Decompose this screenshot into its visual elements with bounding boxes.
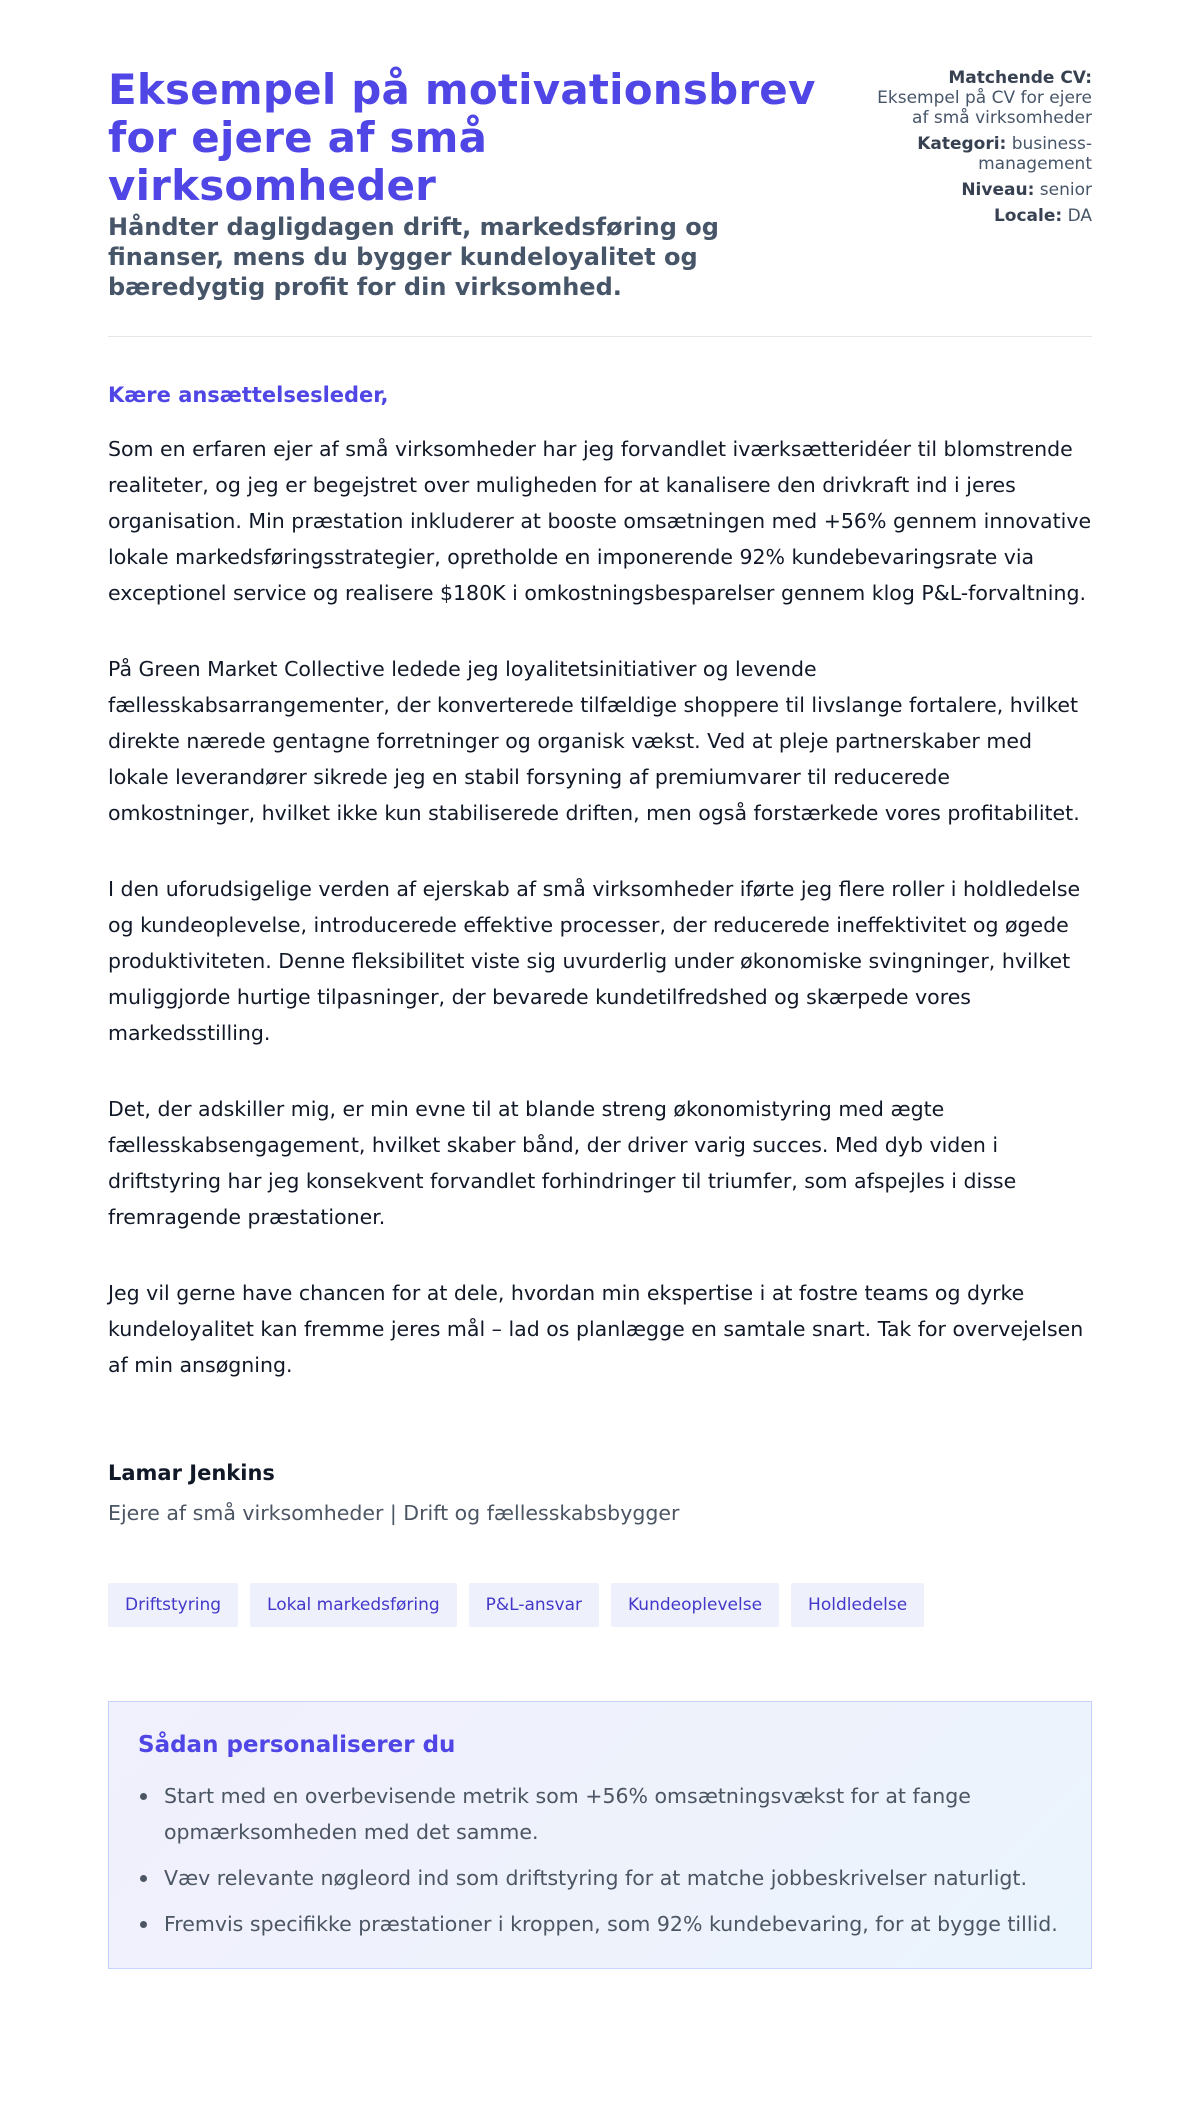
page-subtitle: Håndter dagligdagen drift, markedsføring og finanser, mens du bygger kundeloyalitet og bæredygtig profit for din virksomhed. (108, 213, 719, 301)
tag-driftstyring: Driftstyring (108, 1583, 238, 1627)
tag-holdledelse: Holdledelse (791, 1583, 924, 1627)
meta-level (862, 180, 1092, 200)
bullet-icon (140, 1921, 147, 1928)
signature-name: Lamar Jenkins (108, 1461, 275, 1485)
meta-matching-cv-label: Matchende CV: (948, 68, 1092, 88)
meta-category-label: Kategori: (917, 134, 1007, 154)
meta-matching-cv (862, 68, 1092, 128)
tips-item (138, 1906, 1062, 1942)
meta-matching-cv-value: Eksempel på CV for ejere af små virksomheder (877, 88, 1092, 128)
meta-category-value: business-management (978, 134, 1092, 174)
meta-category (862, 134, 1092, 174)
personalization-tips (108, 1701, 1092, 1969)
skill-tags (108, 1583, 1092, 1627)
letter-paragraph-1: Som en erfaren ejer af små virksomheder har jeg forvandlet iværksætteridéer til blomstrende realiteter, og jeg er begejstret over muligheden for at kanalisere den drivkraft ind i jeres organisation. Min præstation inkluderer at booste omsætningen med +56% gennem innovative lokale markedsføringsstrategier, opretholde en imponerende 92% kundebevaringsrate via exceptionel service og realisere $180K i omkostningsbesparelser gennem klog P&L-forvaltning. (108, 437, 1092, 605)
meta-panel (862, 66, 1092, 232)
letter-paragraph-4: Det, der adskiller mig, er min evne til at blande streng økonomistyring med ægte fællesskabsengagement, hvilket skaber bånd, der driver varig succes. Med dyb viden i driftstyring har jeg konsekvent forvandlet forhindringer til triumfer, som afspejles i disse fremragende præstationer. (108, 1097, 1017, 1229)
meta-locale (862, 206, 1092, 226)
tips-title: Sådan personaliserer du (138, 1732, 456, 1758)
meta-level-label: Niveau: (961, 180, 1035, 200)
tips-item (138, 1860, 1062, 1896)
bullet-icon (140, 1793, 147, 1800)
document-header (108, 66, 1092, 337)
header-titles (108, 66, 818, 302)
letter-body (108, 337, 1092, 1383)
salutation: Kære ansættelsesleder, (108, 383, 389, 407)
tips-item-text: Start med en overbevisende metrik som +56% omsætningsvækst for at fange opmærksomheden med det samme. (164, 1784, 971, 1844)
tips-item-text: Fremvis specifikke præstationer i kroppen, som 92% kundebevaring, for at bygge tillid. (164, 1912, 1058, 1936)
tag-pl-ansvar: P&L-ansvar (469, 1583, 599, 1627)
tips-item-text: Væv relevante nøgleord ind som driftstyring for at matche jobbeskrivelser naturligt. (164, 1866, 1027, 1890)
bullet-icon (140, 1875, 147, 1882)
meta-locale-value: DA (1067, 206, 1092, 226)
meta-level-value: senior (1039, 180, 1092, 200)
tag-kundeoplevelse: Kundeoplevelse (611, 1583, 779, 1627)
tag-lokal-markedsforing: Lokal markedsføring (250, 1583, 457, 1627)
page-title: Eksempel på motivationsbrev for ejere af små virksomheder (108, 65, 816, 210)
signature-block (108, 1459, 1092, 1527)
meta-locale-label: Locale: (993, 206, 1063, 226)
tips-list (138, 1778, 1062, 1942)
tips-item (138, 1778, 1062, 1850)
letter-paragraph-5: Jeg vil gerne have chancen for at dele, hvordan min ekspertise i at fostre teams og dyrke kundeloyalitet kan fremme jeres mål – lad os planlægge en samtale snart. Tak for overvejelsen af min ansøgning. (108, 1281, 1084, 1377)
letter-paragraph-2: På Green Market Collective ledede jeg loyalitetsinitiativer og levende fællesskabsarrangementer, der konverterede tilfældige shoppere til livslange fortalere, hvilket direkte nærede gentagne forretninger og organisk vækst. Ved at pleje partnerskaber med lokale leverandører sikrede jeg en stabil forsyning af premiumvarer til reducerede omkostninger, hvilket ikke kun stabiliserede driften, men også forstærkede vores profitabilitet. (108, 657, 1080, 825)
signature-role: Ejere af små virksomheder | Drift og fællesskabsbygger (108, 1501, 680, 1525)
letter-paragraph-3: I den uforudsigelige verden af ejerskab af små virksomheder iførte jeg flere roller i holdledelse og kundeoplevelse, introducerede effektive processer, der reducerede ineffektivitet og øgede produktiviteten. Denne fleksibilitet viste sig uvurderlig under økonomiske svingninger, hvilket muliggjorde hurtige tilpasninger, der bevarede kundetilfredshed og skærpede vores markedsstilling. (108, 877, 1081, 1045)
